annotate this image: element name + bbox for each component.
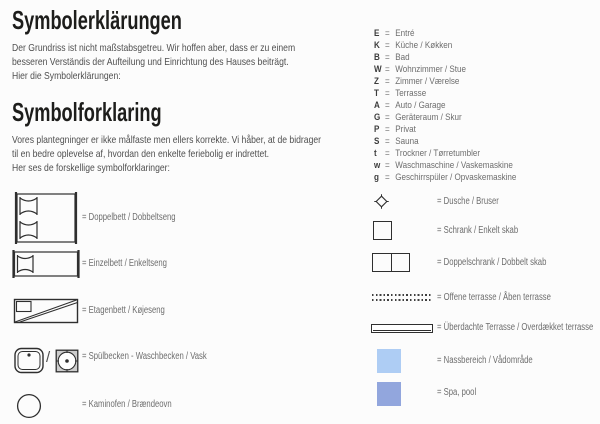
legend-label: = Etagenbett / Køjeseng [82,305,165,316]
code-row [374,40,516,52]
legend-label: = Dusche / Bruser [437,196,499,207]
shower-icon [374,194,389,209]
code-row [374,76,516,88]
code-row [374,148,516,160]
code-row [374,28,516,40]
code-row [374,172,516,184]
code-row [374,100,516,112]
legend-label: = Doppelbett / Dobbeltseng [82,212,176,223]
slash-separator: / [46,349,51,366]
code-label: Auto / Garage [395,100,446,111]
code-label: Terrasse [395,88,427,99]
equals-sign: = [385,40,390,51]
legend-label: = Überdachte Terrasse / Overdækket terrasse [437,322,594,333]
code-row [374,52,516,64]
equals-sign: = [385,76,390,87]
spa-pool-swatch [377,382,401,406]
intro-danish-line: til en bedre oplevelse af, hvordan den enkelte feriebolig er indrettet. [12,148,270,160]
legend-label: = Doppelschrank / Dobbelt skab [437,257,547,268]
equals-sign: = [385,136,390,147]
code-letter: g [374,172,379,183]
code-label: Sauna [395,136,419,147]
equals-sign: = [385,100,390,111]
intro-danish-line: Her ses de forskellige symbolforklaringer: [12,162,170,174]
code-letter: B [374,52,380,63]
equals-sign: = [385,124,390,135]
intro-german-line: Hier die Symbolerklärungen: [12,70,121,82]
cabinet-divider [391,254,392,271]
equals-sign: = [385,172,390,183]
code-letter: w [374,160,381,171]
stove-circle-icon [16,393,42,419]
code-row [374,88,516,100]
equals-sign: = [385,112,390,123]
single-cabinet-icon [373,221,392,240]
code-letter: P [374,124,380,135]
code-letter: W [374,64,382,75]
intro-german-line: besseren Verständis der Aufteilung und Einrichtung des Hauses beiträgt. [12,56,289,68]
code-letter: G [374,112,381,123]
double-cabinet-icon [372,253,410,272]
page-title-danish: Symbolforklaring [12,97,162,127]
code-label: Zimmer / Værelse [395,76,460,87]
code-letter: K [374,40,380,51]
open-terrace-icon [372,294,432,301]
dotted-line [372,294,432,296]
wet-area-swatch [377,349,401,373]
legend-label: = Schrank / Enkelt skab [437,225,519,236]
legend-label: = Einzelbett / Enkeltseng [82,258,167,269]
round-sink-icon [55,349,79,373]
legend-label: = Offene terrasse / Åben terrasse [437,292,551,303]
legend-label: = Nassbereich / Vådområde [437,355,533,366]
code-letter: T [374,88,379,99]
double-bed-icon [14,192,78,244]
page-title-german: Symbolerklärungen [12,5,182,35]
code-letter: S [374,136,380,147]
legend-label: = Spa, pool [437,387,477,398]
bunk-bed-icon [13,298,79,324]
bar-inner-line [373,330,431,331]
equals-sign: = [385,160,390,171]
code-row [374,112,516,124]
code-letter: E [374,28,380,39]
code-label: Waschmaschine / Vaskemaskine [395,160,513,171]
intro-danish-line: Vores plantegninger er ikke målfaste men ellers korrekte. Vi håber, at de bidrager [12,134,322,146]
equals-sign: = [385,52,390,63]
code-label: Geschirrspüler / Opvaskemaskine [395,172,517,183]
oval-sink-icon [14,347,44,374]
code-row [374,124,516,136]
intro-danish [12,133,321,175]
equals-sign: = [385,28,390,39]
legend-label: = Spülbecken - Waschbecken / Vask [82,351,207,362]
code-row [374,136,516,148]
room-code-list [374,28,542,184]
intro-german-line: Der Grundriss ist nicht maßstabsgetreu. Wir hoffen aber, dass er zu einem [12,42,296,54]
dotted-line [372,299,432,301]
code-label: Wohnzimmer / Stue [395,64,467,75]
equals-sign: = [385,88,390,99]
code-letter: A [374,100,380,111]
equals-sign: = [385,64,390,75]
code-label: Entré [395,28,415,39]
code-letter: t [374,148,377,159]
code-label: Trockner / Tørretumbler [395,148,481,159]
covered-terrace-icon [371,324,433,333]
code-label: Geräteraum / Skur [395,112,462,123]
code-row [374,64,516,76]
code-label: Bad [395,52,410,63]
legend-label: = Kaminofen / Brændeovn [82,399,172,410]
code-label: Küche / Køkken [395,40,453,51]
code-row [374,160,516,172]
intro-german [12,41,295,83]
single-bed-icon [12,250,80,278]
equals-sign: = [385,148,390,159]
code-label: Privat [395,124,416,135]
code-letter: Z [374,76,379,87]
